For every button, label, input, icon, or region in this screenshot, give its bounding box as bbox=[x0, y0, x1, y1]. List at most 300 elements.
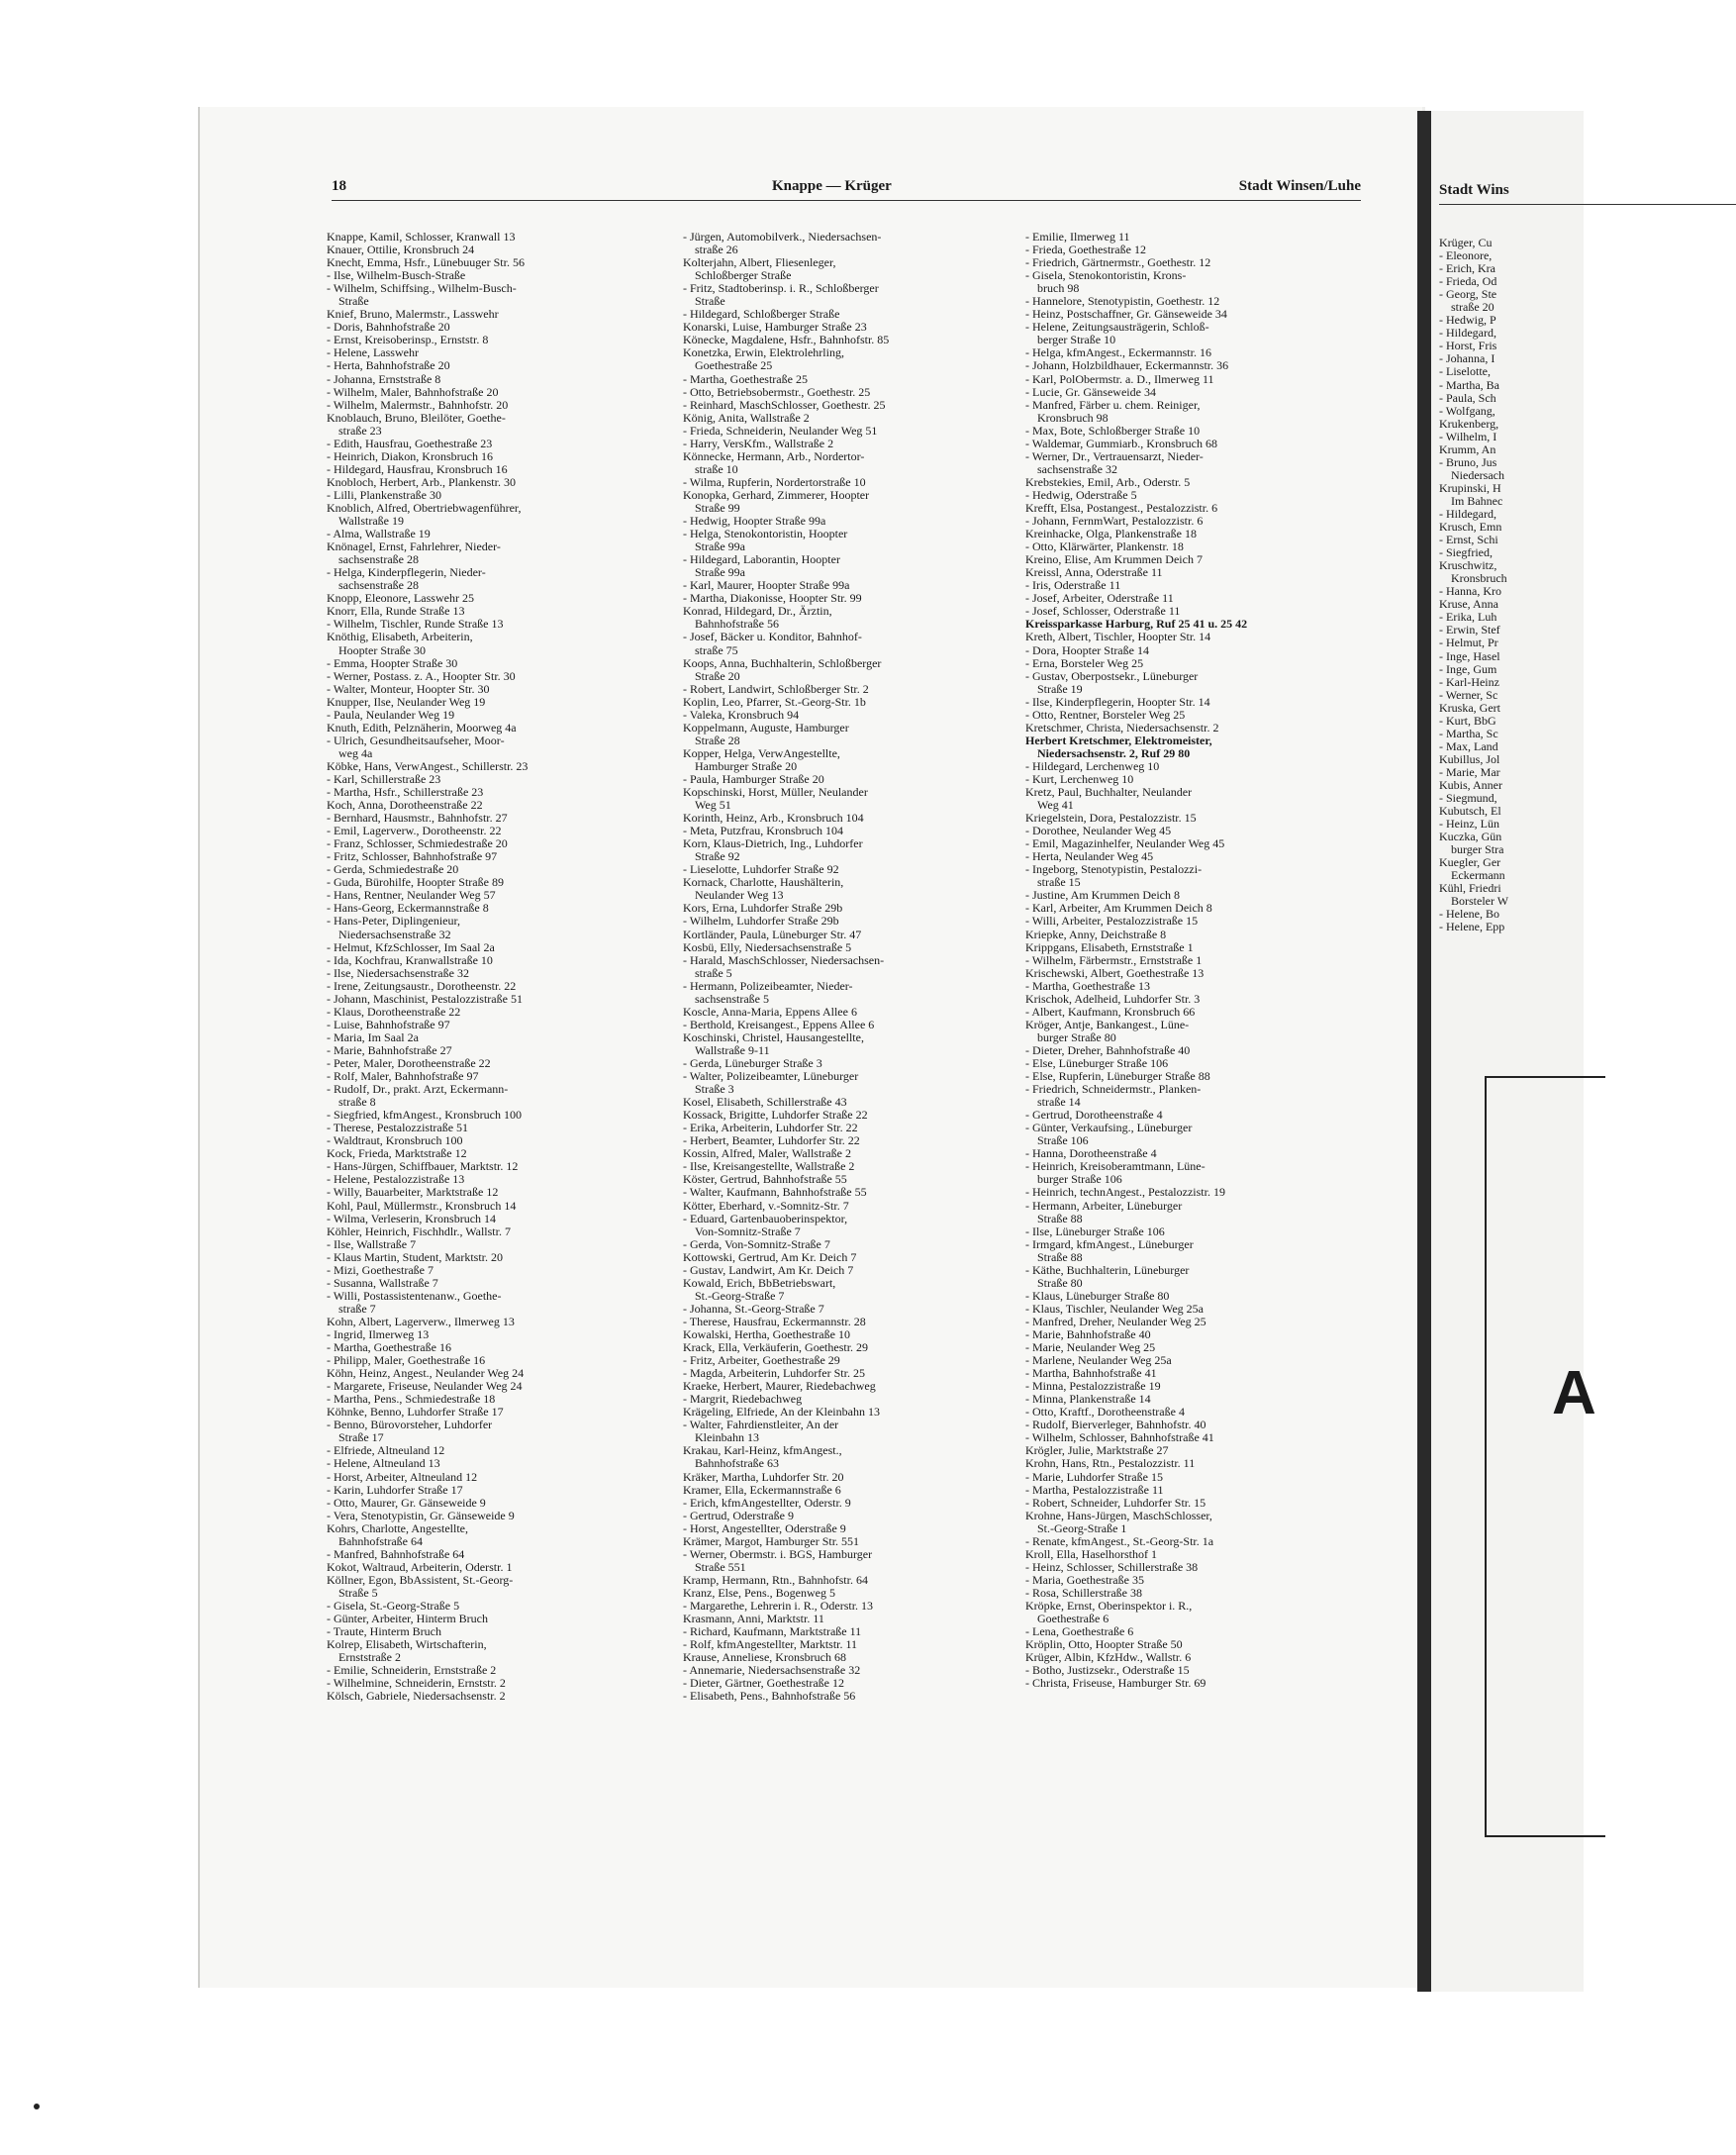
directory-entry: - Alma, Wallstraße 19 bbox=[327, 527, 431, 541]
adjacent-entry: Eckermann bbox=[1451, 868, 1505, 883]
directory-entry: - Erich, kfmAngestellter, Oderstr. 9 bbox=[683, 1495, 851, 1510]
directory-entry: Knappe, Kamil, Schlosser, Kranwall 13 bbox=[327, 230, 516, 244]
adjacent-entry: Kruska, Gert bbox=[1439, 700, 1500, 715]
adjacent-entry: Kubillus, Jol bbox=[1439, 751, 1500, 766]
directory-entry: - Hildegard, Hausfrau, Kronsbruch 16 bbox=[327, 461, 508, 476]
directory-entry: - Eduard, Gartenbauoberinspektor, bbox=[683, 1211, 848, 1225]
directory-entry: Kopper, Helga, VerwAngestellte, bbox=[683, 745, 840, 760]
directory-entry: Könecke, Magdalene, Hsfr., Bahnhofstr. 85 bbox=[683, 333, 890, 347]
directory-entry: Kolterjahn, Albert, Fliesenleger, bbox=[683, 255, 836, 270]
directory-entry: - Manfred, Bahnhofstraße 64 bbox=[327, 1546, 465, 1561]
adjacent-entry: - Erich, Kra bbox=[1439, 261, 1495, 276]
directory-entry: Hamburger Straße 20 bbox=[695, 758, 798, 773]
directory-entry: straße 7 bbox=[338, 1301, 376, 1316]
directory-entry: - Traute, Hinterm Bruch bbox=[327, 1624, 441, 1639]
directory-entry: Krüger, Albin, KfzHdw., Wallstr. 6 bbox=[1025, 1650, 1192, 1665]
directory-entry: - Ingrid, Ilmerweg 13 bbox=[327, 1326, 430, 1341]
directory-entry: - Therese, Hausfrau, Eckermannstr. 28 bbox=[683, 1314, 866, 1328]
directory-entry: - Harald, MaschSchlosser, Niedersachsen- bbox=[683, 952, 885, 967]
directory-entry: Koppelmann, Auguste, Hamburger bbox=[683, 720, 849, 735]
adjacent-entry: - Johanna, I bbox=[1439, 351, 1495, 366]
directory-entry: - Johann, Maschinist, Pestalozzistraße 51 bbox=[327, 991, 523, 1006]
directory-entry: - Waldtraut, Kronsbruch 100 bbox=[327, 1133, 463, 1148]
directory-entry: St.-Georg-Straße 7 bbox=[695, 1288, 785, 1303]
directory-entry: - Friedrich, Gärtnermstr., Goethestr. 12 bbox=[1025, 255, 1211, 270]
directory-entry: Kreissparkasse Harburg, Ruf 25 41 u. 25 42 bbox=[1025, 617, 1248, 632]
adjacent-entry: - Marie, Mar bbox=[1439, 764, 1500, 779]
directory-entry: - Heinrich, Kreisoberamtmann, Lüne- bbox=[1025, 1159, 1206, 1174]
directory-entry: Niedersachsenstr. 2, Ruf 29 80 bbox=[1037, 745, 1191, 760]
directory-entry: St.-Georg-Straße 1 bbox=[1037, 1520, 1127, 1535]
directory-entry: Wallstraße 19 bbox=[338, 514, 405, 529]
adjacent-entry: Im Bahnec bbox=[1451, 493, 1503, 508]
directory-entry: - Gertrud, Oderstraße 9 bbox=[683, 1508, 794, 1522]
directory-entry: Kölsch, Gabriele, Niedersachsenstr. 2 bbox=[327, 1689, 506, 1704]
page-header bbox=[332, 178, 1361, 201]
directory-entry: - Gerda, Schmiedestraße 20 bbox=[327, 862, 459, 877]
directory-entry: - Wilhelm, Luhdorfer Straße 29b bbox=[683, 914, 839, 929]
directory-entry: Kors, Erna, Luhdorfer Straße 29b bbox=[683, 901, 843, 916]
directory-entry: - Karl, Arbeiter, Am Krummen Deich 8 bbox=[1025, 901, 1212, 916]
directory-entry: straße 8 bbox=[338, 1095, 376, 1110]
directory-entry: - Johanna, St.-Georg-Straße 7 bbox=[683, 1301, 824, 1316]
directory-entry: - Else, Rupferin, Lüneburger Straße 88 bbox=[1025, 1069, 1210, 1084]
directory-entry: - Emilie, Schneiderin, Ernststraße 2 bbox=[327, 1663, 497, 1678]
directory-entry: Knief, Bruno, Malermstr., Lasswehr bbox=[327, 307, 499, 322]
book-gutter bbox=[1417, 111, 1431, 1992]
directory-entry: - Wilhelmine, Schneiderin, Ernststr. 2 bbox=[327, 1676, 506, 1691]
directory-entry: - Johann, FernmWart, Pestalozzistr. 6 bbox=[1025, 514, 1204, 529]
directory-entry: - Marlene, Neulander Weg 25a bbox=[1025, 1353, 1172, 1368]
directory-entry: Knöthig, Elisabeth, Arbeiterin, bbox=[327, 630, 473, 644]
adjacent-entry: Niedersach bbox=[1451, 467, 1504, 482]
directory-entry: Straße 88 bbox=[1037, 1249, 1083, 1264]
directory-entry: Koplin, Leo, Pfarrer, St.-Georg-Str. 1b bbox=[683, 694, 866, 709]
page-number: 18 bbox=[332, 178, 346, 194]
directory-entry: - Horst, Angestellter, Oderstraße 9 bbox=[683, 1520, 846, 1535]
directory-entry: straße 5 bbox=[695, 965, 732, 980]
directory-entry: Kramp, Hermann, Rtn., Bahnhofstr. 64 bbox=[683, 1572, 868, 1587]
directory-entry: Schloßberger Straße bbox=[695, 268, 792, 283]
directory-entry: Kossin, Alfred, Maler, Wallstraße 2 bbox=[683, 1146, 851, 1161]
directory-entry: - Manfred, Dreher, Neulander Weg 25 bbox=[1025, 1314, 1206, 1328]
directory-entry: Knecht, Emma, Hsfr., Lünebuuger Str. 56 bbox=[327, 255, 525, 270]
directory-entry: - Marie, Luhdorfer Straße 15 bbox=[1025, 1469, 1163, 1484]
directory-entry: - Robert, Schneider, Luhdorfer Str. 15 bbox=[1025, 1495, 1206, 1510]
directory-entry: - Doris, Bahnhofstraße 20 bbox=[327, 320, 450, 335]
directory-entry: - Minna, Pestalozzistraße 19 bbox=[1025, 1379, 1161, 1394]
directory-entry: - Valeka, Kronsbruch 94 bbox=[683, 707, 800, 722]
adjacent-entry: Kuegler, Ger bbox=[1439, 855, 1501, 870]
directory-entry: - Heinz, Postschaffner, Gr. Gänseweide 34 bbox=[1025, 307, 1227, 322]
directory-entry: - Helene, Altneuland 13 bbox=[327, 1456, 440, 1471]
directory-entry: Koch, Anna, Dorotheenstraße 22 bbox=[327, 798, 483, 813]
directory-entry: straße 15 bbox=[1037, 875, 1081, 890]
directory-entry: - Margarethe, Lehrerin i. R., Oderstr. 13 bbox=[683, 1598, 874, 1613]
directory-column-2 bbox=[683, 231, 1010, 1703]
directory-entry: - Helene, Lasswehr bbox=[327, 345, 419, 360]
directory-entry: Bahnhofstraße 56 bbox=[695, 617, 779, 632]
directory-entry: - Willi, Arbeiter, Pestalozzistraße 15 bbox=[1025, 914, 1199, 929]
directory-entry: Straße 19 bbox=[1037, 681, 1083, 696]
directory-entry: - Fritz, Stadtoberinsp. i. R., Schloßberger bbox=[683, 281, 879, 296]
adjacent-entry: - Erwin, Stef bbox=[1439, 623, 1500, 637]
directory-entry: - Therese, Pestalozzistraße 51 bbox=[327, 1121, 469, 1135]
adjacent-entry: - Siegmund, bbox=[1439, 791, 1497, 806]
adjacent-entry: Kronsbruch bbox=[1451, 571, 1507, 586]
adjacent-entry: - Erika, Luh bbox=[1439, 610, 1497, 625]
directory-entry: - Paula, Neulander Weg 19 bbox=[327, 707, 455, 722]
directory-entry: - Helmut, KfzSchlosser, Im Saal 2a bbox=[327, 939, 495, 954]
directory-entry: Knönagel, Ernst, Fahrlehrer, Nieder- bbox=[327, 539, 501, 554]
directory-entry: - Robert, Landwirt, Schloßberger Str. 2 bbox=[683, 681, 869, 696]
directory-entry: Köhnke, Benno, Luhdorfer Straße 17 bbox=[327, 1405, 504, 1420]
directory-entry: - Hildegard, Laborantin, Hoopter bbox=[683, 552, 840, 567]
directory-entry: - Reinhard, MaschSchlosser, Goethestr. 25 bbox=[683, 397, 886, 412]
directory-entry: - Rudolf, Dr., prakt. Arzt, Eckermann- bbox=[327, 1082, 509, 1097]
directory-entry: Kopschinski, Horst, Müller, Neulander bbox=[683, 785, 868, 800]
directory-entry: - Vera, Stenotypistin, Gr. Gänseweide 9 bbox=[327, 1508, 515, 1522]
directory-entry: - Frieda, Goethestraße 12 bbox=[1025, 243, 1146, 257]
directory-entry: Köbke, Hans, VerwAngest., Schillerstr. 23 bbox=[327, 758, 529, 773]
directory-column-1 bbox=[327, 231, 653, 1703]
directory-entry: - Gustav, Oberpostsekr., Lüneburger bbox=[1025, 668, 1199, 683]
directory-entry: - Lieselotte, Luhdorfer Straße 92 bbox=[683, 862, 839, 877]
directory-entry: bruch 98 bbox=[1037, 281, 1080, 296]
directory-entry: - Benno, Bürovorsteher, Luhdorfer bbox=[327, 1418, 493, 1432]
directory-entry: - Hildegard, Schloßberger Straße bbox=[683, 307, 840, 322]
directory-entry: Krohn, Hans, Rtn., Pestalozzistr. 11 bbox=[1025, 1456, 1196, 1471]
directory-entry: - Horst, Arbeiter, Altneuland 12 bbox=[327, 1469, 478, 1484]
directory-entry: - Dieter, Dreher, Bahnhofstraße 40 bbox=[1025, 1042, 1191, 1057]
directory-entry: Kornack, Charlotte, Haushälterin, bbox=[683, 875, 844, 890]
directory-entry: - Wilhelm, Färbermstr., Ernststraße 1 bbox=[1025, 952, 1203, 967]
directory-entry: - Manfred, Färber u. chem. Reiniger, bbox=[1025, 397, 1201, 412]
directory-entry: - Walter, Kaufmann, Bahnhofstraße 55 bbox=[683, 1185, 867, 1200]
directory-entry: Knupper, Ilse, Neulander Weg 19 bbox=[327, 694, 486, 709]
directory-entry: - Edith, Hausfrau, Goethestraße 23 bbox=[327, 436, 493, 450]
directory-entry: burger Straße 106 bbox=[1037, 1172, 1122, 1187]
directory-entry: - Werner, Obermstr. i. BGS, Hamburger bbox=[683, 1546, 873, 1561]
directory-entry: straße 26 bbox=[695, 243, 738, 257]
directory-entry: - Gisela, Stenokontoristin, Krons- bbox=[1025, 268, 1187, 283]
adjacent-page bbox=[1431, 111, 1596, 1992]
directory-entry: Kretschmer, Christa, Niedersachsenstr. 2 bbox=[1025, 720, 1219, 735]
directory-column-3 bbox=[1025, 231, 1352, 1690]
directory-entry: - Dorothee, Neulander Weg 45 bbox=[1025, 824, 1172, 838]
directory-entry: - Herbert, Beamter, Luhdorfer Str. 22 bbox=[683, 1133, 860, 1148]
directory-entry: - Gerda, Lüneburger Straße 3 bbox=[683, 1056, 822, 1070]
directory-entry: Weg 51 bbox=[695, 798, 731, 813]
directory-entry: - Harry, VersKfm., Wallstraße 2 bbox=[683, 436, 834, 450]
directory-entry: - Karl, Schillerstraße 23 bbox=[327, 771, 441, 786]
directory-entry: - Emma, Hoopter Straße 30 bbox=[327, 655, 458, 670]
directory-entry: - Martha, Bahnhofstraße 41 bbox=[1025, 1366, 1157, 1381]
directory-entry: - Franz, Schlosser, Schmiedestraße 20 bbox=[327, 836, 508, 851]
directory-entry: weg 4a bbox=[338, 745, 373, 760]
page-title: Knappe — Krüger bbox=[772, 178, 892, 194]
directory-entry: - Ernst, Kreisoberinsp., Ernststr. 8 bbox=[327, 333, 489, 347]
adjacent-entry: Krupinski, H bbox=[1439, 480, 1501, 495]
directory-entry: straße 10 bbox=[695, 461, 738, 476]
directory-entry: Könnecke, Hermann, Arb., Nordertor- bbox=[683, 448, 865, 463]
directory-entry: Krischewski, Albert, Goethestraße 13 bbox=[1025, 965, 1205, 980]
directory-entry: - Klaus, Tischler, Neulander Weg 25a bbox=[1025, 1301, 1204, 1316]
directory-entry: - Käthe, Buchhalterin, Lüneburger bbox=[1025, 1262, 1190, 1277]
adjacent-entry: - Karl-Heinz bbox=[1439, 674, 1499, 689]
directory-entry: - Otto, Rentner, Borsteler Weg 25 bbox=[1025, 707, 1186, 722]
directory-entry: Kreino, Elise, Am Krummen Deich 7 bbox=[1025, 552, 1203, 567]
directory-entry: - Ulrich, Gesundheitsaufseher, Moor- bbox=[327, 733, 505, 747]
directory-entry: burger Straße 80 bbox=[1037, 1029, 1116, 1044]
directory-entry: Krause, Anneliese, Kronsbruch 68 bbox=[683, 1650, 846, 1665]
directory-entry: - Paula, Hamburger Straße 20 bbox=[683, 771, 824, 786]
directory-entry: Straße 3 bbox=[695, 1082, 734, 1097]
directory-entry: Kräker, Martha, Luhdorfer Str. 20 bbox=[683, 1469, 844, 1484]
adjacent-entry: - Ernst, Schi bbox=[1439, 533, 1498, 547]
adjacent-entry: - Helmut, Pr bbox=[1439, 636, 1498, 650]
directory-entry: Ernststraße 2 bbox=[338, 1650, 401, 1665]
directory-entry: Kröpke, Ernst, Oberinspektor i. R., bbox=[1025, 1598, 1193, 1613]
adjacent-entry: - Heinz, Lün bbox=[1439, 817, 1499, 832]
directory-entry: - Gerda, Von-Somnitz-Straße 7 bbox=[683, 1236, 830, 1251]
directory-entry: Krohne, Hans-Jürgen, MaschSchlosser, bbox=[1025, 1508, 1212, 1522]
directory-entry: - Otto, Betriebsobermstr., Goethestr. 25 bbox=[683, 384, 871, 399]
directory-entry: Krippgans, Elisabeth, Ernststraße 1 bbox=[1025, 939, 1194, 954]
directory-entry: - Werner, Postass. z. A., Hoopter Str. 30 bbox=[327, 668, 516, 683]
directory-entry: Krakau, Karl-Heinz, kfmAngest., bbox=[683, 1443, 842, 1458]
directory-entry: Kronsbruch 98 bbox=[1037, 410, 1109, 425]
directory-entry: - Richard, Kaufmann, Marktstraße 11 bbox=[683, 1624, 862, 1639]
directory-entry: - Maria, Im Saal 2a bbox=[327, 1029, 419, 1044]
directory-entry: - Walter, Polizeibeamter, Lüneburger bbox=[683, 1069, 859, 1084]
directory-entry: Koschinski, Christel, Hausangestellte, bbox=[683, 1029, 864, 1044]
directory-entry: - Else, Lüneburger Straße 106 bbox=[1025, 1056, 1169, 1070]
directory-entry: - Margarete, Friseuse, Neulander Weg 24 bbox=[327, 1379, 523, 1394]
directory-entry: Konrad, Hildegard, Dr., Ärztin, bbox=[683, 604, 832, 619]
directory-entry: Kreinhacke, Olga, Plankenstraße 18 bbox=[1025, 527, 1197, 541]
directory-entry: - Klaus, Dorotheenstraße 22 bbox=[327, 1004, 461, 1019]
directory-entry: Konetzka, Erwin, Elektrolehrling, bbox=[683, 345, 844, 360]
directory-entry: - Emil, Lagerverw., Dorotheenstr. 22 bbox=[327, 824, 502, 838]
directory-entry: - Emilie, Ilmerweg 11 bbox=[1025, 230, 1130, 244]
directory-entry: berger Straße 10 bbox=[1037, 333, 1116, 347]
directory-entry: - Johann, Holzbildhauer, Eckermannstr. 36 bbox=[1025, 358, 1229, 373]
directory-entry: Kreth, Albert, Tischler, Hoopter Str. 14 bbox=[1025, 630, 1211, 644]
directory-entry: - Hanna, Dorotheenstraße 4 bbox=[1025, 1146, 1157, 1161]
directory-entry: - Gustav, Landwirt, Am Kr. Deich 7 bbox=[683, 1262, 854, 1277]
directory-entry: - Rosa, Schillerstraße 38 bbox=[1025, 1585, 1142, 1600]
adjacent-entry: - Liselotte, bbox=[1439, 364, 1491, 379]
directory-entry: - Martha, Diakonisse, Hoopter Str. 99 bbox=[683, 591, 862, 606]
directory-entry: Straße 551 bbox=[695, 1559, 746, 1574]
directory-entry: - Ilse, Wallstraße 7 bbox=[327, 1236, 417, 1251]
directory-entry: - Marie, Bahnhofstraße 27 bbox=[327, 1042, 452, 1057]
directory-entry: Straße 99a bbox=[695, 539, 745, 554]
directory-entry: straße 14 bbox=[1037, 1095, 1081, 1110]
directory-entry: - Wilhelm, Malermstr., Bahnhofstr. 20 bbox=[327, 397, 509, 412]
directory-entry: - Ida, Kochfrau, Kranwallstraße 10 bbox=[327, 952, 493, 967]
directory-entry: Kowald, Erich, BbBetriebswart, bbox=[683, 1275, 836, 1290]
directory-entry: - Hermann, Arbeiter, Lüneburger bbox=[1025, 1198, 1183, 1213]
directory-entry: - Annemarie, Niedersachsenstraße 32 bbox=[683, 1663, 861, 1678]
adjacent-entry: - Hedwig, P bbox=[1439, 313, 1496, 328]
directory-entry: - Hermann, Polizeibeamter, Nieder- bbox=[683, 978, 853, 993]
directory-entry: Köhn, Heinz, Angest., Neulander Weg 24 bbox=[327, 1366, 525, 1381]
directory-entry: - Erika, Arbeiterin, Luhdorfer Str. 22 bbox=[683, 1121, 858, 1135]
directory-entry: Korn, Klaus-Dietrich, Ing., Luhdorfer bbox=[683, 836, 863, 851]
adjacent-entry: - Martha, Ba bbox=[1439, 377, 1499, 392]
directory-entry: Von-Somnitz-Straße 7 bbox=[695, 1224, 801, 1238]
directory-entry: - Heinrich, technAngest., Pestalozzistr. 19 bbox=[1025, 1185, 1225, 1200]
directory-entry: - Meta, Putzfrau, Kronsbruch 104 bbox=[683, 824, 843, 838]
directory-entry: - Martha, Goethestraße 13 bbox=[1025, 978, 1150, 993]
directory-entry: Knorr, Ella, Runde Straße 13 bbox=[327, 604, 465, 619]
directory-entry: - Martha, Goethestraße 25 bbox=[683, 371, 808, 386]
adjacent-entry: Krumm, An bbox=[1439, 441, 1496, 456]
directory-entry: Knuth, Edith, Pelznäherin, Moorweg 4a bbox=[327, 720, 517, 735]
directory-entry: Straße 17 bbox=[338, 1430, 384, 1445]
adjacent-entry: - Hildegard, bbox=[1439, 326, 1496, 341]
directory-entry: - Philipp, Maler, Goethestraße 16 bbox=[327, 1353, 486, 1368]
directory-entry: - Susanna, Wallstraße 7 bbox=[327, 1275, 438, 1290]
directory-entry: Krischok, Adelheid, Luhdorfer Str. 3 bbox=[1025, 991, 1201, 1006]
directory-entry: Herbert Kretschmer, Elektromeister, bbox=[1025, 733, 1212, 747]
directory-entry: - Ilse, Kinderpflegerin, Hoopter Str. 14 bbox=[1025, 694, 1210, 709]
directory-entry: - Guda, Bürohilfe, Hoopter Straße 89 bbox=[327, 875, 504, 890]
directory-entry: Kock, Frieda, Marktstraße 12 bbox=[327, 1146, 467, 1161]
directory-entry: Kröplin, Otto, Hoopter Straße 50 bbox=[1025, 1637, 1183, 1652]
adjacent-entry: Kuczka, Gün bbox=[1439, 830, 1502, 844]
adjacent-entry: Krukenberg, bbox=[1439, 416, 1499, 431]
directory-entry: - Rolf, kfmAngestellter, Marktstr. 11 bbox=[683, 1637, 858, 1652]
directory-entry: Kröger, Antje, Bankangest., Lüne- bbox=[1025, 1017, 1190, 1031]
directory-entry: Kowalski, Hertha, Goethestraße 10 bbox=[683, 1326, 850, 1341]
directory-entry: Straße 99a bbox=[695, 565, 745, 580]
scan-speck bbox=[34, 2104, 40, 2109]
directory-entry: Straße 28 bbox=[695, 733, 740, 747]
directory-entry: Wallstraße 9-11 bbox=[695, 1042, 770, 1057]
directory-entry: - Maria, Goethestraße 35 bbox=[1025, 1572, 1144, 1587]
directory-entry: - Lilli, Plankenstraße 30 bbox=[327, 487, 441, 502]
directory-entry: - Günter, Verkaufsing., Lüneburger bbox=[1025, 1121, 1193, 1135]
directory-entry: Straße 80 bbox=[1037, 1275, 1083, 1290]
advertisement-letter: A bbox=[1552, 1359, 1596, 1427]
adjacent-entry: burger Stra bbox=[1451, 842, 1504, 857]
directory-entry: Köster, Gertrud, Bahnhofstraße 55 bbox=[683, 1172, 847, 1187]
directory-entry: straße 75 bbox=[695, 642, 738, 657]
directory-entry: - Karin, Luhdorfer Straße 17 bbox=[327, 1482, 463, 1497]
directory-entry: - Marie, Neulander Weg 25 bbox=[1025, 1340, 1156, 1355]
directory-entry: Knoblich, Alfred, Obertriebwagenführer, bbox=[327, 500, 522, 515]
directory-entry: - Irene, Zeitungsaustr., Dorotheenstr. 22 bbox=[327, 978, 517, 993]
directory-entry: - Hans-Jürgen, Schiffbauer, Marktstr. 12 bbox=[327, 1159, 519, 1174]
directory-entry: Kriegelstein, Dora, Pestalozzistr. 15 bbox=[1025, 811, 1197, 826]
adjacent-entry: Kruschwitz, bbox=[1439, 558, 1497, 573]
adjacent-entry: Kubutsch, El bbox=[1439, 804, 1501, 819]
directory-entry: - Hedwig, Hoopter Straße 99a bbox=[683, 514, 826, 529]
directory-entry: Straße 99 bbox=[695, 500, 740, 515]
directory-entry: - Dieter, Gärtner, Goethestraße 12 bbox=[683, 1676, 844, 1691]
directory-entry: Krägeling, Elfriede, An der Kleinbahn 13 bbox=[683, 1405, 880, 1420]
directory-entry: Neulander Weg 13 bbox=[695, 888, 784, 903]
adjacent-entry: - Georg, Ste bbox=[1439, 287, 1497, 302]
directory-entry: - Berthold, Kreisangest., Eppens Allee 6 bbox=[683, 1017, 875, 1031]
directory-entry: Kosbü, Elly, Niedersachsenstraße 5 bbox=[683, 939, 852, 954]
directory-entry: - Christa, Friseuse, Hamburger Str. 69 bbox=[1025, 1676, 1206, 1691]
adjacent-entry: - Martha, Sc bbox=[1439, 726, 1498, 740]
directory-entry: Kroll, Ella, Haselhorsthof 1 bbox=[1025, 1546, 1157, 1561]
directory-entry: Konarski, Luise, Hamburger Straße 23 bbox=[683, 320, 867, 335]
adjacent-entry: Kühl, Friedri bbox=[1439, 881, 1501, 896]
directory-entry: - Irmgard, kfmAngest., Lüneburger bbox=[1025, 1236, 1194, 1251]
directory-entry: Kreissl, Anna, Oderstraße 11 bbox=[1025, 565, 1163, 580]
directory-entry: Bahnhofstraße 64 bbox=[338, 1533, 423, 1548]
directory-entry: - Hans, Rentner, Neulander Weg 57 bbox=[327, 888, 496, 903]
directory-entry: - Bernhard, Hausmstr., Bahnhofstr. 27 bbox=[327, 811, 508, 826]
directory-entry: Bahnhofstraße 63 bbox=[695, 1456, 779, 1471]
directory-entry: - Wilma, Verleserin, Kronsbruch 14 bbox=[327, 1211, 497, 1225]
directory-entry: Kranz, Else, Pens., Bogenweg 5 bbox=[683, 1585, 835, 1600]
directory-entry: sachsenstraße 28 bbox=[338, 578, 419, 593]
directory-entry: - Ilse, Niedersachsenstraße 32 bbox=[327, 965, 469, 980]
directory-entry: Krefft, Elsa, Postangest., Pestalozzistr. 6 bbox=[1025, 500, 1218, 515]
directory-entry: - Heinrich, Diakon, Kronsbruch 16 bbox=[327, 448, 493, 463]
directory-entry: sachsenstraße 32 bbox=[1037, 461, 1117, 476]
adjacent-entry: - Inge, Gum bbox=[1439, 661, 1497, 676]
adjacent-entry: - Max, Land bbox=[1439, 738, 1498, 753]
directory-entry: Knauer, Ottilie, Kronsbruch 24 bbox=[327, 243, 475, 257]
directory-entry: - Margrit, Riedebachweg bbox=[683, 1392, 803, 1407]
directory-entry: - Fritz, Schlosser, Bahnhofstraße 97 bbox=[327, 849, 498, 864]
adjacent-entry: - Werner, Sc bbox=[1439, 687, 1498, 702]
adjacent-entry: - Inge, Hasel bbox=[1439, 648, 1500, 663]
directory-entry: Krämer, Margot, Hamburger Str. 551 bbox=[683, 1533, 860, 1548]
directory-entry: sachsenstraße 5 bbox=[695, 991, 769, 1006]
directory-entry: Kolrep, Elisabeth, Wirtschafterin, bbox=[327, 1637, 487, 1652]
directory-entry: Weg 41 bbox=[1037, 798, 1074, 813]
directory-entry: - Hedwig, Oderstraße 5 bbox=[1025, 487, 1137, 502]
directory-entry: - Martha, Goethestraße 16 bbox=[327, 1340, 451, 1355]
directory-entry: Niedersachsenstraße 32 bbox=[338, 927, 451, 941]
directory-entry: - Botho, Justizsekr., Oderstraße 15 bbox=[1025, 1663, 1190, 1678]
directory-entry: Koscle, Anna-Maria, Eppens Allee 6 bbox=[683, 1004, 857, 1019]
advertisement-box bbox=[1485, 1076, 1605, 1837]
directory-entry: - Wilhelm, Schlosser, Bahnhofstraße 41 bbox=[1025, 1430, 1214, 1445]
directory-entry: - Walter, Fahrdienstleiter, An der bbox=[683, 1418, 839, 1432]
directory-entry: - Herta, Neulander Weg 45 bbox=[1025, 849, 1154, 864]
directory-entry: - Karl, Maurer, Hoopter Straße 99a bbox=[683, 578, 850, 593]
adjacent-entry: - Hildegard, bbox=[1439, 506, 1496, 521]
directory-entry: Kossack, Brigitte, Luhdorfer Straße 22 bbox=[683, 1108, 868, 1123]
adjacent-entry: Borsteler W bbox=[1451, 894, 1509, 909]
directory-entry: - Luise, Bahnhofstraße 97 bbox=[327, 1017, 450, 1031]
directory-entry: - Lucie, Gr. Gänseweide 34 bbox=[1025, 384, 1156, 399]
adjacent-entry: - Bruno, Jus bbox=[1439, 454, 1497, 469]
adjacent-entry: - Eleonore, bbox=[1439, 248, 1493, 263]
directory-entry: Kriepke, Anny, Deichstraße 8 bbox=[1025, 927, 1167, 941]
directory-entry: - Mizi, Goethestraße 7 bbox=[327, 1262, 434, 1277]
directory-entry: Straße 5 bbox=[338, 1585, 378, 1600]
directory-entry: - Lena, Goethestraße 6 bbox=[1025, 1624, 1134, 1639]
directory-entry: - Heinz, Schlosser, Schillerstraße 38 bbox=[1025, 1559, 1199, 1574]
directory-entry: Koops, Anna, Buchhalterin, Schloßberger bbox=[683, 655, 882, 670]
directory-entry: Kortländer, Paula, Lüneburger Str. 47 bbox=[683, 927, 862, 941]
directory-entry: sachsenstraße 28 bbox=[338, 552, 419, 567]
directory-entry: Goethestraße 25 bbox=[695, 358, 773, 373]
directory-entry: Straße bbox=[338, 294, 369, 309]
directory-entry: - Karl, PolObermstr. a. D., Ilmerweg 11 bbox=[1025, 371, 1214, 386]
